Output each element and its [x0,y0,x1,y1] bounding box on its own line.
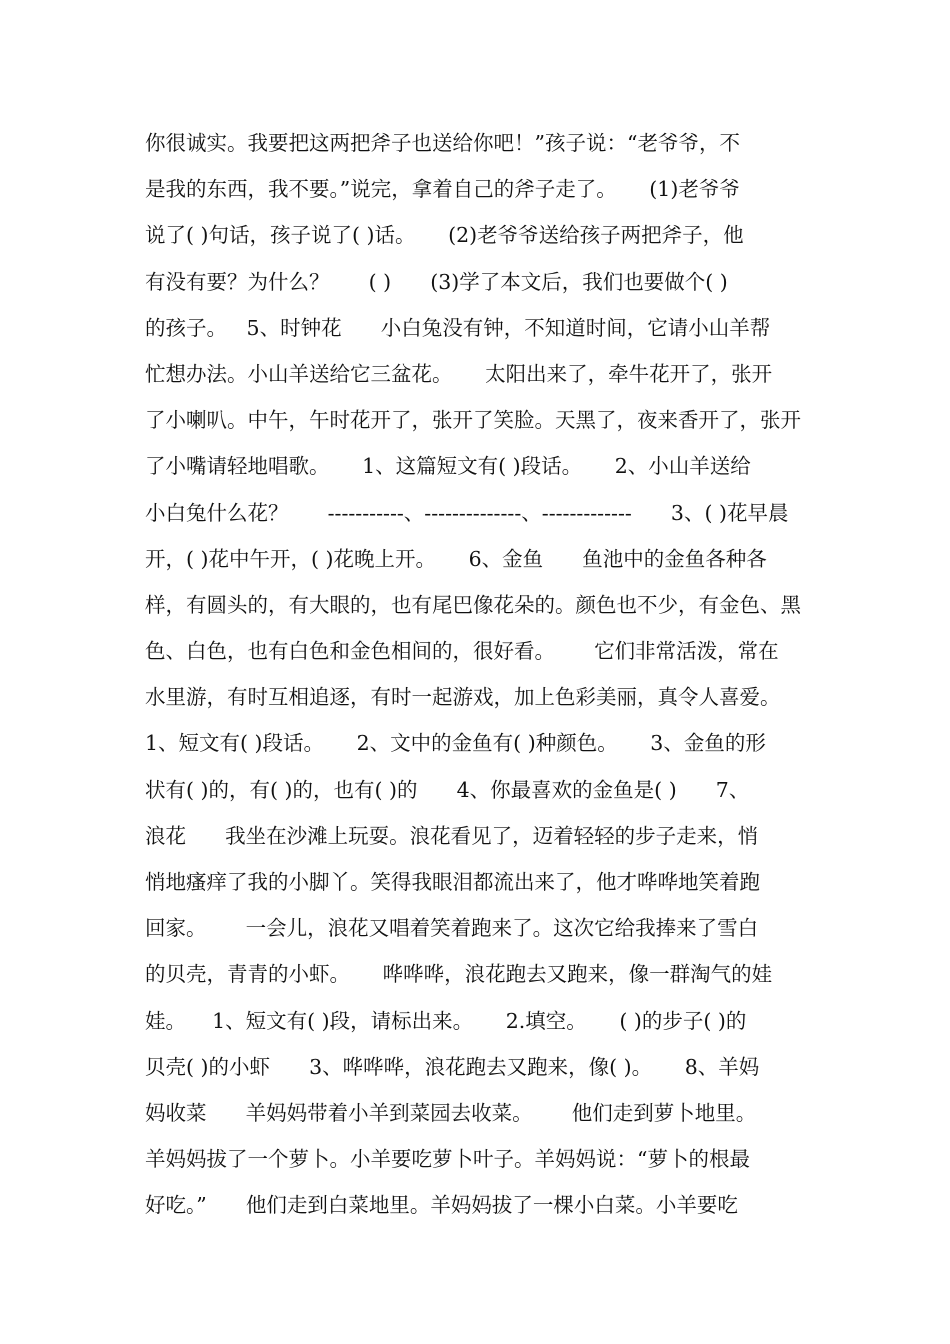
text-line: 说了( )句话，孩子说了( )话。 (2)老爷爷送给孩子两把斧子，他 [145,223,744,248]
text-line: 了小嘴请轻地唱歌。 1、这篇短文有( )段话。 2、小山羊送给 [145,454,751,479]
text-line: 忙想办法。小山羊送给它三盆花。 太阳出来了，牵牛花开了，张开 [145,361,773,386]
text-line: 好吃。” 他们走到白菜地里。羊妈妈拔了一棵小白菜。小羊要吃 [145,1193,738,1218]
text-line: 的孩子。 5、时钟花 小白兔没有钟，不知道时间，它请小山羊帮 [145,315,771,340]
text-line: 你很诚实。我要把这两把斧子也送给你吧！”孩子说：“老爷爷，不 [145,131,740,155]
text-line: 1、短文有( )段话。 2、文中的金鱼有( )种颜色。 3、金鱼的形 [145,731,766,756]
text-line: 回家。 一会儿，浪花又唱着笑着跑来了。这次它给我捧来了雪白 [145,916,759,941]
text-line: 娃。 1、短文有( )段，请标出来。 2.填空。 ( )的步子( )的 [145,1008,747,1033]
text-line: 悄地瘙痒了我的小脚丫。笑得我眼泪都流出来了，他才哗哗地笑着跑 [145,870,760,894]
text-line: 状有( )的，有( )的，也有( )的 4、你最喜欢的金鱼是( ) 7、 [145,777,750,802]
text-line: 浪花 我坐在沙滩上玩耍。浪花看见了，迈着轻轻的步子走来，悄 [145,823,759,848]
text-line: 贝壳( )的小虾 3、哗哗哗，浪花跑去又跑来，像( )。 8、羊妈 [145,1054,760,1079]
text-line: 开，( )花中午开，( )花晚上开。 6、金鱼 鱼池中的金鱼各种各 [145,546,767,571]
text-line: 妈收菜 羊妈妈带着小羊到菜园去收菜。 他们走到萝卜地里。 [145,1100,757,1125]
text-line: 色、白色，也有白色和金色相间的，很好看。 它们非常活泼，常在 [145,639,779,664]
text-line: 小白兔什么花？ -----------、--------------、------------- 3、( )花早晨 [145,500,789,525]
text-line: 有没有要？为什么？ ( ) (3)学了本文后，我们也要做个( ) [145,269,728,294]
text-line: 的贝壳，青青的小虾。 哗哗哗，浪花跑去又跑来，像一群淘气的娃 [145,962,773,987]
text-line: 了小喇叭。中午，午时花开了，张开了笑脸。天黑了，夜来香开了，张开 [145,408,801,433]
text-line: 样，有圆头的，有大眼的，也有尾巴像花朵的。颜色也不少，有金色、黑 [145,592,801,617]
text-line: 水里游，有时互相追逐，有时一起游戏，加上色彩美丽，真令人喜爱。 [145,685,781,710]
text-line: 是我的东西，我不要。”说完，拿着自己的斧子走了。 (1)老爷爷 [145,177,740,202]
document-body [145,120,810,1229]
text-line: 羊妈妈拔了一个萝卜。小羊要吃萝卜叶子。羊妈妈说：“萝卜的根最 [145,1147,750,1172]
